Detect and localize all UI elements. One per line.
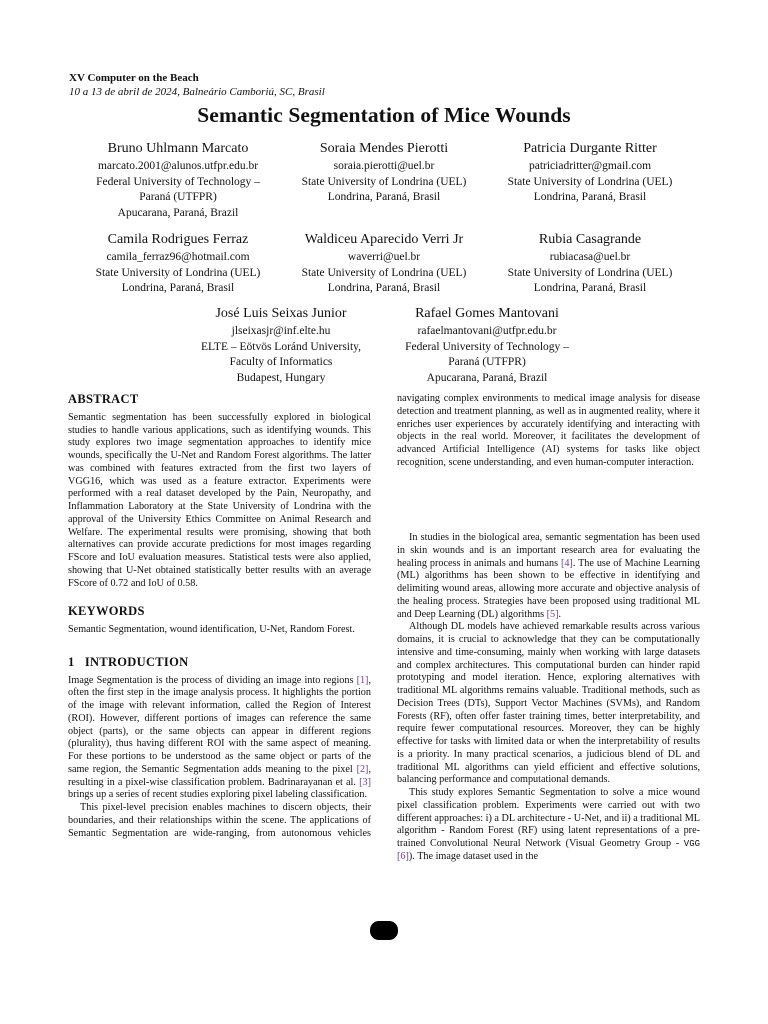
author-affiliation: Londrina, Paraná, Brasil xyxy=(121,282,235,294)
author-affiliation: State University of Londrina (UEL) xyxy=(95,266,261,279)
author-block xyxy=(490,231,690,297)
author-affiliation: Londrina, Paraná, Brasil xyxy=(533,282,647,294)
author-block xyxy=(284,140,484,206)
author-name: Patricia Durgante Ritter xyxy=(523,141,657,156)
author-affiliation: Paraná (UTFPR) xyxy=(448,356,526,368)
author-affiliation: Federal University of Technology – xyxy=(405,340,569,353)
author-name: José Luis Seixas Junior xyxy=(215,306,347,321)
author-block xyxy=(78,140,278,221)
author-affiliation: State University of Londrina (UEL) xyxy=(301,266,467,279)
author-block xyxy=(78,231,278,297)
author-affiliation: State University of Londrina (UEL) xyxy=(507,175,673,188)
author-name: Waldiceu Aparecido Verri Jr xyxy=(304,232,464,247)
author-email: waverri@uel.br xyxy=(347,251,421,263)
author-affiliation: Londrina, Paraná, Brasil xyxy=(327,282,441,294)
citation-link[interactable]: [2] xyxy=(356,763,369,775)
page-marker xyxy=(370,921,398,940)
author-name: Soraia Mendes Pierotti xyxy=(319,141,449,156)
model-name: VGG xyxy=(683,839,700,849)
intro-paragraph-5: This study explores Semantic Segmentation to solve a mice wound pixel classification problem. Experiments were carried out with two different approaches: i) a DL architecture - U-Net, and ii) a traditional ML algorithm - Random Forest (RF) using latent representations of a pre-trained Convolutional Neural Network (Visual Geometry Group - VGG [6]). The image dataset used in the xyxy=(397,787,700,862)
author-email: marcato.2001@alunos.utfpr.edu.br xyxy=(97,160,259,172)
citation-link[interactable]: [5] xyxy=(546,608,559,620)
author-affiliation: Federal University of Technology – xyxy=(96,175,260,188)
author-email: jlseixasjr@inf.elte.hu xyxy=(231,325,331,337)
author-name: Camila Rodrigues Ferraz xyxy=(107,232,249,247)
author-block xyxy=(284,231,484,297)
keywords-heading: KEYWORDS xyxy=(68,604,145,619)
citation-link[interactable]: [6] xyxy=(397,850,409,862)
author-affiliation: Apucarana, Paraná, Brazil xyxy=(426,371,548,384)
citation-link[interactable]: [4] xyxy=(560,557,573,569)
author-affiliation: Budapest, Hungary xyxy=(236,371,326,384)
left-column xyxy=(68,393,371,840)
author-block xyxy=(181,305,381,386)
venue-date: 10 a 13 de abril de 2024, Balneário Camboriú, SC, Brasil xyxy=(69,86,325,98)
right-column xyxy=(397,393,700,864)
venue-name: XV Computer on the Beach xyxy=(69,72,199,84)
author-name: Rafael Gomes Mantovani xyxy=(415,306,559,321)
author-email: soraia.pierotti@uel.br xyxy=(333,160,435,172)
abstract-heading: ABSTRACT xyxy=(68,392,139,406)
intro-paragraph-1: Image Segmentation is the process of dividing an image into regions [1], often the first step in the image analysis process. It highlights the portion of the image with relevant information, called the Region of Interest (ROI). However, different portions of images can reference the same object (parts), or the same objects can appear in different regions (plurality), thus having different ROI with the same aspect of meaning. For these portions to be understood as the same object or parts of the same region, the Semantic Segmentation adds meaning to the pixel [2], resulting in a pixel-wise classification problem. Badrinarayanan et al. [3] brings up a series of recent studies exploring pixel labeling classification. xyxy=(68,674,371,801)
author-name: Rubia Casagrande xyxy=(538,232,642,247)
author-email: patriciadritter@gmail.com xyxy=(528,160,652,172)
author-affiliation: Londrina, Paraná, Brasil xyxy=(327,191,441,203)
author-affiliation: ELTE – Eötvös Loránd University, xyxy=(200,340,362,353)
venue-header xyxy=(69,71,325,99)
author-affiliation: State University of Londrina (UEL) xyxy=(507,266,673,279)
intro-paragraph-2-continued: navigating complex environments to medical image analysis for disease detection and treatment planning, as well as in augmented reality, where it enriches user experiences by accurately identifying and interacting with objects in the real world. Moreover, it facilitates the development of advanced Artificial Intelligence (AI) systems for tasks like object recognition, scene understanding, and even human-computer interaction. xyxy=(397,393,700,468)
author-affiliation: Londrina, Paraná, Brasil xyxy=(533,191,647,203)
author-email: camila_ferraz96@hotmail.com xyxy=(106,251,250,263)
author-name: Bruno Uhlmann Marcato xyxy=(107,141,249,156)
introduction-heading: 1 INTRODUCTION xyxy=(68,654,189,669)
intro-paragraph-3: In studies in the biological area, semantic segmentation has been used in skin wounds and is an important research area for evaluating the healing process in animals and humans [4]. The use of Machine Learning (ML) algorithms has been shown to be effective in identifying and delimiting wound areas, allowing more accurate and objective analysis of the healing process. Strategies have been proposed using traditional ML and Deep Learning (DL) algorithms [5]. xyxy=(397,532,700,620)
abstract-text: Semantic segmentation has been successfully explored in biological studies to handle various applications, such as identifying wounds. This study explores two image segmentation approaches to identify mice wounds, specifically the U-Net and Random Forest algorithms. The latter was combined with features extracted from the first two layers of VGG16, which was used as a feature extractor. Experiments were performed with a real dataset developed by the Pain, Neuropathy, and Inflammation Laboratory at the State University of Londrina with the approval of the University Ethics Committee on Animal Research and Welfare. The experimental results were promising, showing that both alternatives can provide accurate predictions for most images regarding FScore and IoU evaluation measures. Statistical tests were also applied, showing that U-Net obtained statistically better results with an average FScore of 0.72 and IoU of 0.58. xyxy=(68,411,371,589)
author-block xyxy=(490,140,690,206)
author-affiliation: Faculty of Informatics xyxy=(229,356,333,368)
author-affiliation: Apucarana, Paraná, Brazil xyxy=(117,206,239,219)
intro-paragraph-4: Although DL models have achieved remarkable results across various domains, it is crucial to acknowledge that they can be computationally intensive and time-consuming, mainly when working with large datasets and complex architectures. This computational burden can hinder rapid prototyping and model iteration. Hence, exploring alternatives with traditional ML algorithms remains valuable. Traditional methods, such as Decision Trees (DTs), Support Vector Machines (SVMs), and Random Forests (RF), often offer faster training times, better interpretability, and require fewer computational resources. Moreover, they can be highly effective for tasks with limited data or when the interpretability of results is a priority. In many practical scenarios, a judicious blend of DL and traditional ML algorithms can yield efficient and effective solutions, balancing performance and computational demands. xyxy=(397,621,700,786)
author-affiliation: State University of Londrina (UEL) xyxy=(301,175,467,188)
author-email: rafaelmantovani@utfpr.edu.br xyxy=(417,325,557,337)
author-email: rubiacasa@uel.br xyxy=(549,251,631,263)
keywords-text: Semantic Segmentation, wound identification, U-Net, Random Forest. xyxy=(68,624,355,635)
citation-link[interactable]: [1] xyxy=(356,674,369,686)
intro-paragraph-2: This pixel-level precision enables machines to discern objects, their boundaries, and their relationships within the scene. The applications of Semantic Segmentation are wide-ranging, from autonomous vehicles xyxy=(68,802,371,839)
citation-link[interactable]: [3] xyxy=(359,776,371,788)
author-block xyxy=(387,305,587,386)
paper-title: Semantic Segmentation of Mice Wounds xyxy=(197,103,571,127)
author-affiliation: Paraná (UTFPR) xyxy=(139,191,217,203)
